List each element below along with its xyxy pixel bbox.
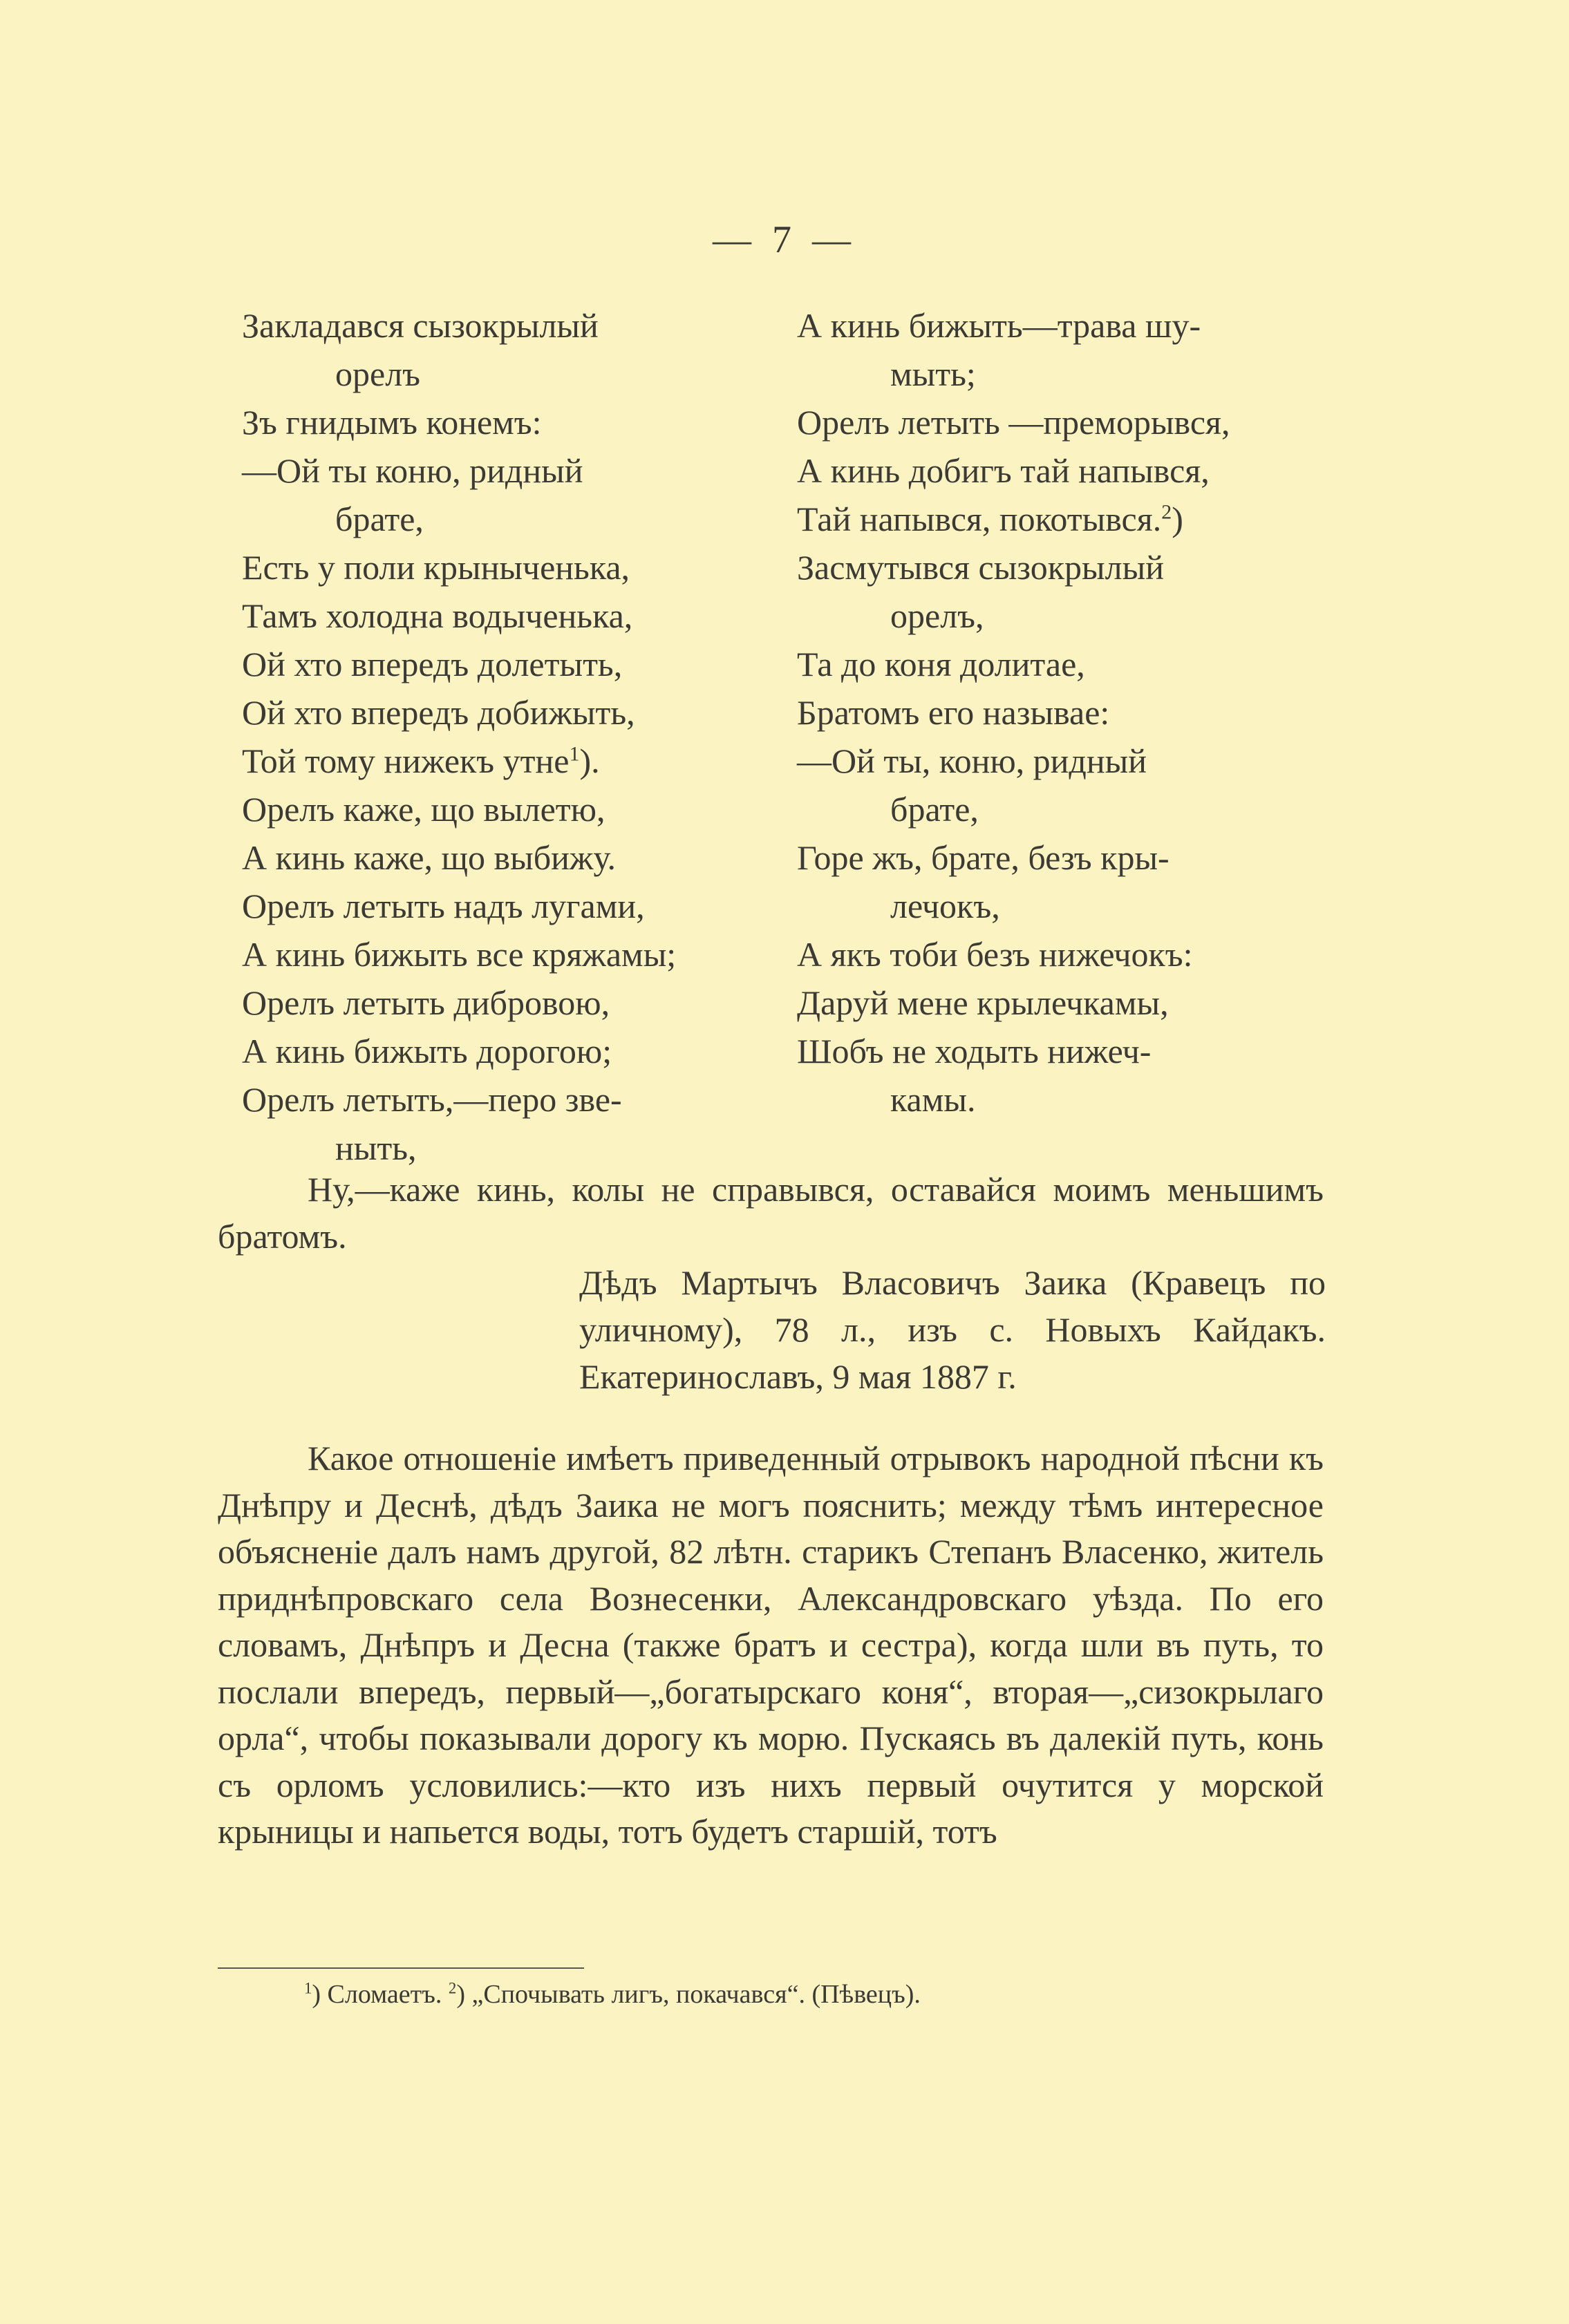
verse-column-left	[242, 301, 753, 1172]
verse-line-text: А кинь каже, що выбижу.	[242, 838, 616, 877]
verse-line-text: Тамъ холодна водыченька,	[242, 596, 633, 635]
verse-line	[797, 592, 1322, 640]
footnote-reference: 2	[1161, 500, 1172, 524]
page-number: — 7 —	[713, 218, 856, 261]
footnote-mark-1: 1	[304, 1979, 312, 1997]
verse-line	[797, 833, 1322, 882]
verse-line	[797, 1075, 1322, 1124]
verse-line	[797, 979, 1322, 1027]
verse-line-text: Ой хто впередъ добижыть,	[242, 693, 635, 732]
verse-line	[242, 592, 753, 640]
verse-line-text: камы.	[890, 1080, 976, 1119]
verse-line	[797, 930, 1322, 979]
verse-line-text: Братомъ его называе:	[797, 693, 1110, 732]
verse-line	[242, 930, 753, 979]
verse-line-text: Орелъ летыть надъ лугами,	[242, 887, 645, 925]
verse-line	[797, 640, 1322, 688]
verse-line-text: Засмутывся сызокрылый	[797, 548, 1164, 587]
verse-line	[242, 1027, 753, 1075]
verse-line-text: Орелъ летыть —преморывся,	[797, 403, 1230, 442]
verse-line	[242, 350, 753, 398]
verse-line	[797, 785, 1322, 833]
footnote-reference: 1	[569, 742, 580, 766]
footnote-reference-close: ).	[579, 741, 600, 780]
verse-line-text: Даруй мене крылечкамы,	[797, 983, 1169, 1022]
verse-line-text: Зъ гнидымъ конемъ:	[242, 403, 542, 442]
verse-line	[242, 398, 753, 446]
verse-line-text: А кинь добигъ тай напывся,	[797, 451, 1210, 490]
verse-line	[242, 833, 753, 882]
verse-line-text: орелъ,	[890, 596, 984, 635]
verse-line	[242, 1075, 753, 1124]
verse-line-text: орелъ	[335, 355, 420, 393]
verse-line-text: А кинь бижыть—трава шу-	[797, 306, 1201, 345]
footnote-text-1: ) Сломаетъ.	[312, 1980, 442, 2009]
verse-line-text: лечокъ,	[890, 887, 1000, 925]
verse-line	[797, 301, 1322, 350]
verse-line	[797, 398, 1322, 446]
footnote-reference-close: )	[1172, 500, 1183, 538]
verse-line-text: А якъ тоби безъ нижечокъ:	[797, 935, 1193, 974]
verse-line	[242, 785, 753, 833]
verse-line	[797, 882, 1322, 930]
verse-line-text: А кинь бижыть дорогою;	[242, 1032, 612, 1070]
verse-line-text: Ой хто впередъ долетыть,	[242, 645, 623, 683]
verse-line-text: Той тому нижекъ утне	[242, 741, 570, 780]
verse-line-text: Горе жъ, брате, безъ кры-	[797, 838, 1169, 877]
verse-line-text: брате,	[890, 790, 979, 829]
verse-line-text: Есть у поли крыныченька,	[242, 548, 630, 587]
verse-column-right	[797, 301, 1322, 1124]
footnote-divider	[218, 1967, 584, 1969]
footnote-mark-2: 2	[448, 1979, 457, 1997]
verse-line-text: Та до коня долитае,	[797, 645, 1085, 683]
verse-line-text: мыть;	[890, 355, 976, 393]
verse-line	[797, 1027, 1322, 1075]
verse-line	[797, 495, 1322, 543]
body-paragraph: Какое отношеніе имѣетъ приведенный отрывокъ народной пѣсни къ Днѣпру и Деснѣ, дѣдъ Заика не могъ пояснить; между тѣмъ интересное объясненіе далъ намъ другой, 82 лѣтн. старикъ Степанъ Власенко, житель приднѣпровскаго села Вознесенки, Александровскаго уѣзда. По его словамъ, Днѣпръ и Десна (также братъ и сестра), когда шли въ путь, то послали впередъ, первый—„богатырскаго коня“, вторая—„сизокрылаго орла“, чтобы показывали дорогу къ морю. Пускаясь въ далекій путь, конь съ орломъ условились:—кто изъ нихъ первый очутится у морской крыницы и напьется воды, тотъ будетъ старшій, тотъ	[218, 1439, 1324, 1851]
verse-line	[797, 737, 1322, 785]
verse-line	[797, 350, 1322, 398]
verse-line-text: —Ой ты коню, ридный	[242, 451, 583, 490]
verse-line	[242, 495, 753, 543]
verse-line	[242, 446, 753, 495]
verse-line-text: А кинь бижыть все кряжамы;	[242, 935, 677, 974]
verse-line	[242, 737, 753, 785]
verse-line-text: ныть,	[335, 1128, 417, 1167]
verse-line-text: Закладався сызокрылый	[242, 306, 599, 345]
narrative-paragraph: Ну,—каже кинь, колы не справывся, оставайся моимъ меньшимъ братомъ.	[218, 1170, 1324, 1256]
verse-line	[242, 1124, 753, 1172]
verse-line-text: Шобъ не ходыть нижеч-	[797, 1032, 1152, 1070]
verse-line-text: Орелъ летыть дибровою,	[242, 983, 610, 1022]
verse-line	[242, 543, 753, 592]
verse-line-text: —Ой ты, коню, ридный	[797, 741, 1147, 780]
verse-line-text: Орелъ летыть,—перо зве-	[242, 1080, 622, 1119]
footnote-text-2: ) „Спочывать лигъ, покачався“. (Пѣвецъ).	[456, 1980, 921, 2009]
verse-line	[242, 688, 753, 737]
verse-line	[242, 301, 753, 350]
verse-line	[242, 979, 753, 1027]
verse-line-text: Орелъ каже, що вылетю,	[242, 790, 605, 829]
verse-line	[797, 543, 1322, 592]
verse-line-text: Тай напывся, покотывся.	[797, 500, 1162, 538]
verse-line-text: брате,	[335, 500, 424, 538]
verse-line	[242, 882, 753, 930]
informant-signature: Дѣдъ Мартычъ Власовичъ Заика (Кравецъ по уличному), 78 л., изъ с. Новыхъ Кайдакъ. Екатеринославъ, 9 мая 1887 г.	[579, 1263, 1326, 1396]
verse-line	[797, 688, 1322, 737]
verse-line	[797, 446, 1322, 495]
footnotes	[304, 1975, 1327, 2014]
verse-line	[242, 640, 753, 688]
